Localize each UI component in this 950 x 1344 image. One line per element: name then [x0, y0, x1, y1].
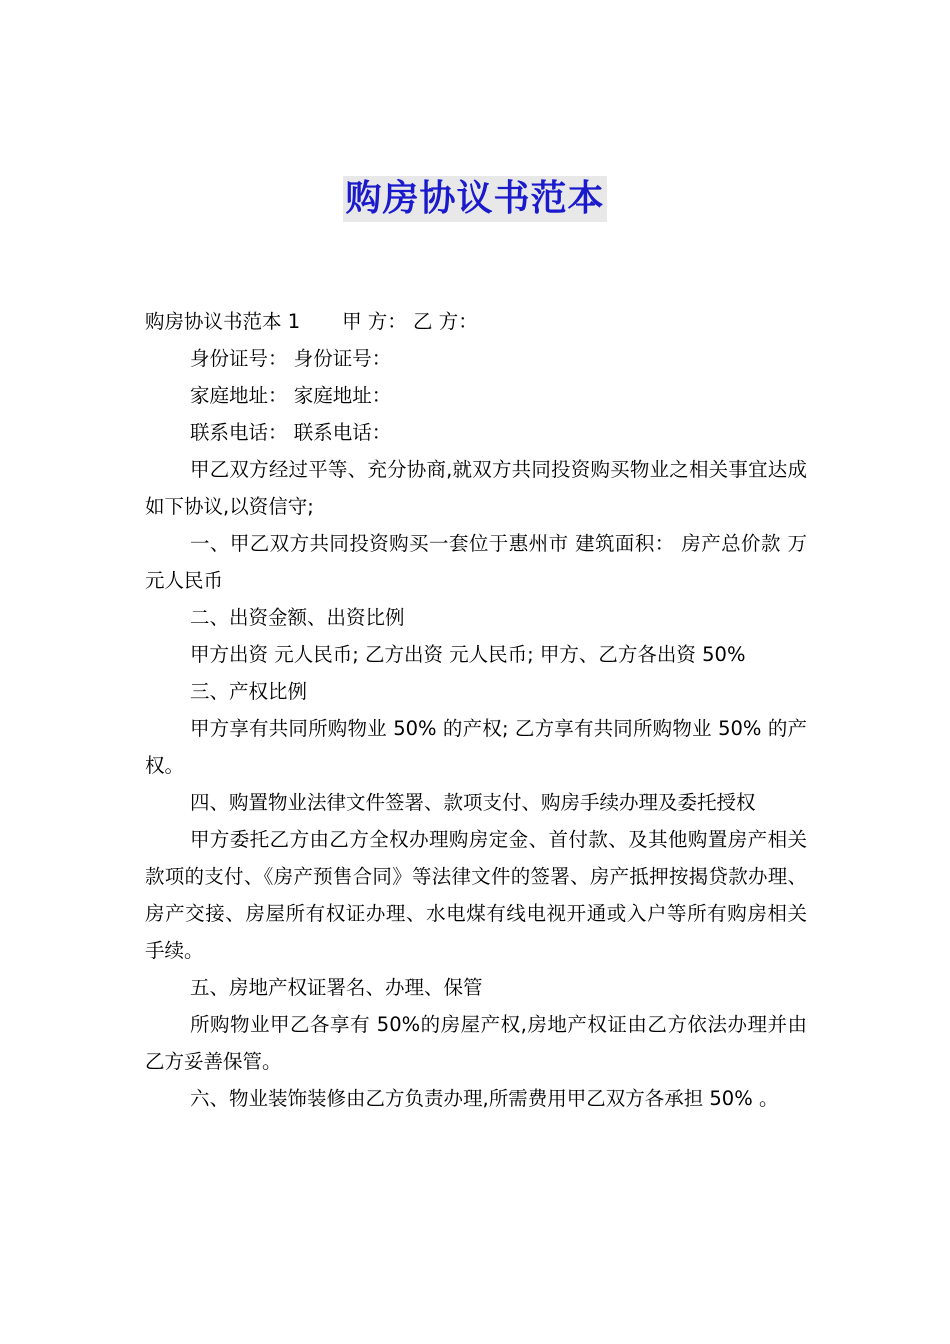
paragraph-clause-2: 甲方出资 元人民币; 乙方出资 元人民币; 甲方、乙方各出资 50%	[190, 643, 746, 666]
header-label: 购房协议书范本 1	[145, 310, 301, 333]
party-a-label: 甲 方：	[342, 310, 407, 333]
document-body	[145, 303, 807, 1117]
heading-clause-4: 四、购置物业法律文件签署、款项支付、购房手续办理及委托授权	[190, 791, 756, 814]
heading-clause-3: 三、产权比例	[190, 680, 308, 703]
heading-clause-2: 二、出资金额、出资比例	[190, 606, 405, 629]
party-b-label: 乙 方：	[413, 310, 478, 333]
paragraph-clause-1: 一、甲乙双方共同投资购买一套位于惠州市 建筑面积： 房产总价款 万元人民币	[145, 532, 807, 592]
heading-clause-5: 五、房地产权证署名、办理、保管	[190, 976, 483, 999]
paragraph-clause-3: 甲方享有共同所购物业 50% 的产权; 乙方享有共同所购物业 50% 的产权。	[145, 717, 807, 777]
document-title: 购房协议书范本	[343, 176, 606, 222]
paragraph-phone: 联系电话： 联系电话：	[190, 421, 392, 444]
paragraph-clause-5: 所购物业甲乙各享有 50%的房屋产权,房地产权证由乙方依法办理并由乙方妥善保管。	[145, 1013, 807, 1073]
paragraph-clause-4: 甲方委托乙方由乙方全权办理购房定金、首付款、及其他购置房产相关款项的支付、《房产预售合同》等法律文件的签署、房产抵押按揭贷款办理、房产交接、房屋所有权证办理、水电煤有线电视开通或入户等所有购房相关手续。	[145, 828, 807, 962]
paragraph-id-number: 身份证号： 身份证号：	[190, 347, 392, 370]
header-line	[145, 303, 807, 340]
paragraph-home-address: 家庭地址： 家庭地址：	[190, 384, 392, 407]
title-container	[0, 176, 950, 222]
paragraph-intro: 甲乙双方经过平等、充分协商,就双方共同投资购买物业之相关事宜达成如下协议,以资信守;	[145, 458, 807, 518]
paragraph-clause-6: 六、物业装饰装修由乙方负责办理,所需费用甲乙双方各承担 50% 。	[190, 1087, 779, 1110]
